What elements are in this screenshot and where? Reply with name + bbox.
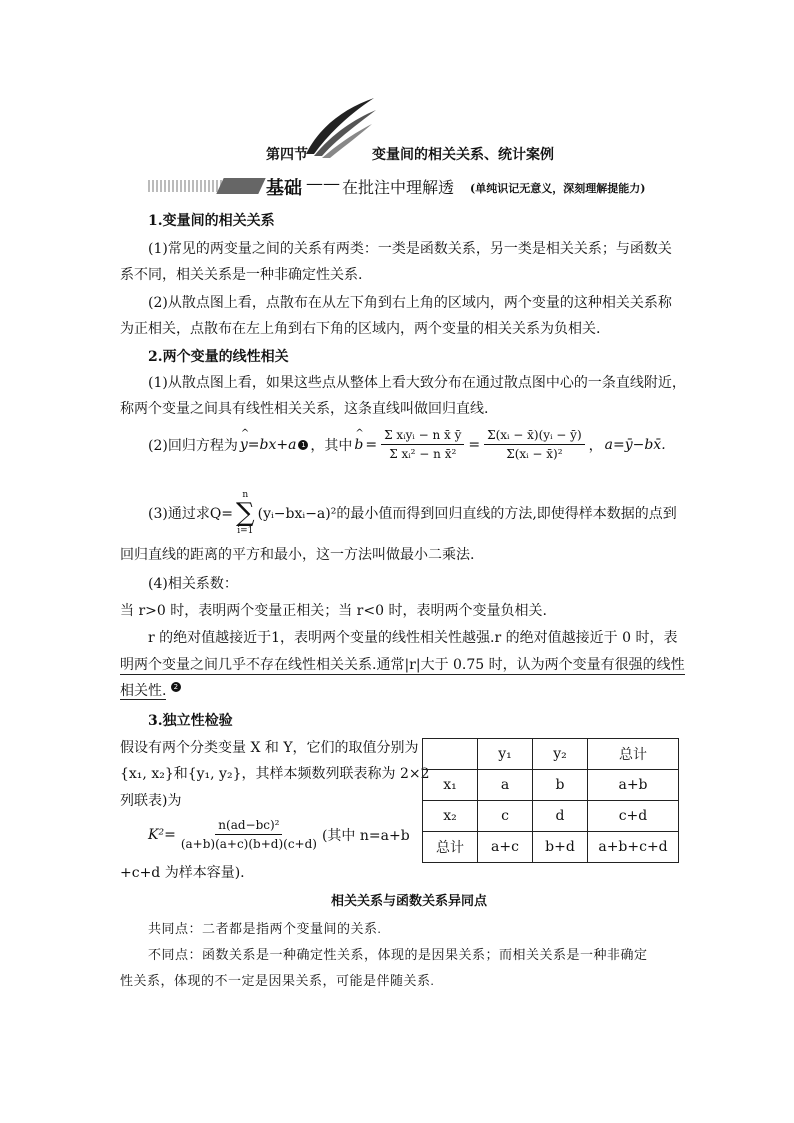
table-cell: c+d — [588, 801, 679, 832]
slope-fraction-1 — [381, 428, 464, 461]
section-number: 第四节 — [266, 147, 308, 163]
s1-para1-line1: (1)常见的两变量之间的关系有两类：一类是函数关系，另一类是相关关系；与函数关 — [148, 241, 672, 257]
correlation-sign-text: 当 r>0 时，表明两个变量正相关；当 r<0 时，表明两个变量负相关. — [120, 603, 547, 619]
banner-heading: 基础 — [266, 178, 302, 199]
table-cell: 总计 — [588, 739, 679, 770]
note-diff-line2: 性关系，体现的不一定是因果关系，可能是伴随关系. — [120, 973, 435, 988]
slope-denominator-2: Σ(xᵢ − x̄)² — [506, 447, 563, 461]
k-squared-formula — [148, 818, 410, 851]
s3-line5: +c+d 为样本容量). — [120, 865, 245, 881]
table-cell: b — [533, 770, 588, 801]
sum-lower: i=1 — [237, 526, 254, 536]
least-squares-lead: (3)通过求Q= — [148, 506, 234, 522]
k-lead: K²= — [148, 826, 176, 843]
s1-para2-line2: 为正相关，点散布在左上角到右下角的区域内，两个变量的相关关系为负相关. — [120, 321, 601, 337]
regression-lead: (2)回归方程为 — [148, 437, 238, 454]
table-row — [423, 832, 679, 863]
slope-fraction-2 — [484, 428, 585, 461]
note-same: 共同点：二者都是指两个变量间的关系. — [148, 921, 382, 936]
banner-subheading: 在批注中理解透 — [342, 178, 455, 197]
least-squares-tail: (yᵢ−bxᵢ−a)²的最小值而得到回归直线的方法,即使得样本数据的点到 — [257, 506, 677, 522]
k-numerator: n(ad−bc)² — [215, 818, 282, 835]
table-cell: x₂ — [423, 801, 478, 832]
least-squares-line2: 回归直线的距离的平方和最小，这一方法叫做最小二乘法. — [120, 547, 475, 563]
banner-block — [216, 178, 265, 194]
table-cell: x₁ — [423, 770, 478, 801]
table-cell: d — [533, 801, 588, 832]
banner-note: (单纯识记无意义，深刻理解提能力) — [470, 182, 646, 195]
table-header-row — [423, 739, 679, 770]
slope-numerator-2: Σ(xᵢ − x̄)(yᵢ − ȳ) — [484, 428, 585, 445]
s1-para2-line1: (2)从散点图上看，点散布在从左下角到右上角的区域内，两个变量的这种相关关系称 — [148, 295, 672, 311]
sum-upper: n — [242, 490, 249, 500]
table-cell: y₁ — [478, 739, 533, 770]
table-cell: b+d — [533, 832, 588, 863]
correlation-heading: (4)相关系数： — [148, 576, 238, 592]
slope-denominator-1: Σ xᵢ² − n x̄² — [389, 447, 457, 461]
annotation-marker-2: 2 — [171, 682, 181, 692]
annotation-marker-1: 1 — [298, 440, 308, 450]
s1-para1-line2: 系不同，相关关系是一种非确定性关系. — [120, 267, 363, 283]
section-heading-3: 3.独立性检验 — [148, 713, 233, 729]
regression-equation: (2)回归方程为 ^ y=bx+a 1 ，其中 ^ b = $\frac{\text{Σ xᵢyᵢ − n x̄ ȳ}}{\text{Σ xᵢ² − n x̄²}}$ = $\frac{\text{Σ(xᵢ − x̄)(yᵢ − ȳ)}}{\text{Σ(xᵢ − x̄)²}}$ ， a=ȳ−bx̄. — [148, 428, 666, 461]
note-title: 相关关系与函数关系异同点 — [331, 894, 488, 909]
correlation-strength-line3 — [120, 680, 181, 700]
table-cell: a+b+c+d — [588, 832, 679, 863]
s3-line2: {x₁, x₂}和{y₁, y₂}，其样本频数列联表称为 2×2 — [120, 766, 430, 782]
table-row — [423, 801, 679, 832]
slope-numerator-1: Σ xᵢyᵢ − n x̄ ȳ — [381, 428, 464, 445]
section-heading-2: 2.两个变量的线性相关 — [148, 349, 289, 365]
correlation-strength-end: 相关性. — [120, 683, 167, 699]
swoosh-logo-icon — [300, 96, 380, 160]
table-cell: c — [478, 801, 533, 832]
contingency-table — [422, 738, 679, 863]
page-title: 变量间的相关关系、统计案例 — [372, 147, 554, 163]
s2-para1-line1: (1)从散点图上看，如果这些点从整体上看大致分布在通过散点图中心的一条直线附近， — [148, 375, 686, 391]
s2-para1-line2: 称两个变量之间具有线性相关关系，这条直线叫做回归直线. — [120, 401, 489, 417]
table-cell — [423, 739, 478, 770]
table-cell: y₂ — [533, 739, 588, 770]
k-denominator: (a+b)(a+c)(b+d)(c+d) — [180, 837, 317, 851]
s3-line3: 列联表)为 — [120, 793, 182, 809]
intercept-formula: a=ȳ−bx̄. — [604, 436, 666, 453]
slope-symbol: ^ b — [354, 437, 363, 453]
table-cell: 总计 — [423, 832, 478, 863]
correlation-strength-line1: r 的绝对值越接近于1，表明两个变量的线性相关性越强.r 的绝对值越接近于 0 时，表 — [148, 630, 678, 646]
sum-symbol: n ∑ i=1 — [236, 490, 255, 536]
table-cell: a+c — [478, 832, 533, 863]
banner-dash: —— — [306, 174, 340, 194]
section-heading-1: 1.变量间的相关关系 — [148, 213, 275, 229]
regression-mid: ，其中 — [310, 437, 353, 454]
k-fraction — [178, 818, 320, 851]
s3-line1: 假设有两个分类变量 X 和 Y，它们的取值分别为 — [120, 740, 419, 756]
k-tail: (其中 n=a+b — [321, 827, 410, 844]
regression-eq: ^ y=bx+a — [240, 437, 297, 453]
table-cell: a — [478, 770, 533, 801]
note-diff-line1: 不同点：函数关系是一种确定性关系，体现的是因果关系；而相关关系是一种非确定 — [148, 947, 648, 962]
correlation-strength-line2: 明两个变量之间几乎不存在线性相关关系.通常|r|大于 0.75 时，认为两个变量有很强的线性 — [120, 654, 685, 675]
table-row — [423, 770, 679, 801]
table-cell: a+b — [588, 770, 679, 801]
least-squares-line — [148, 490, 677, 536]
